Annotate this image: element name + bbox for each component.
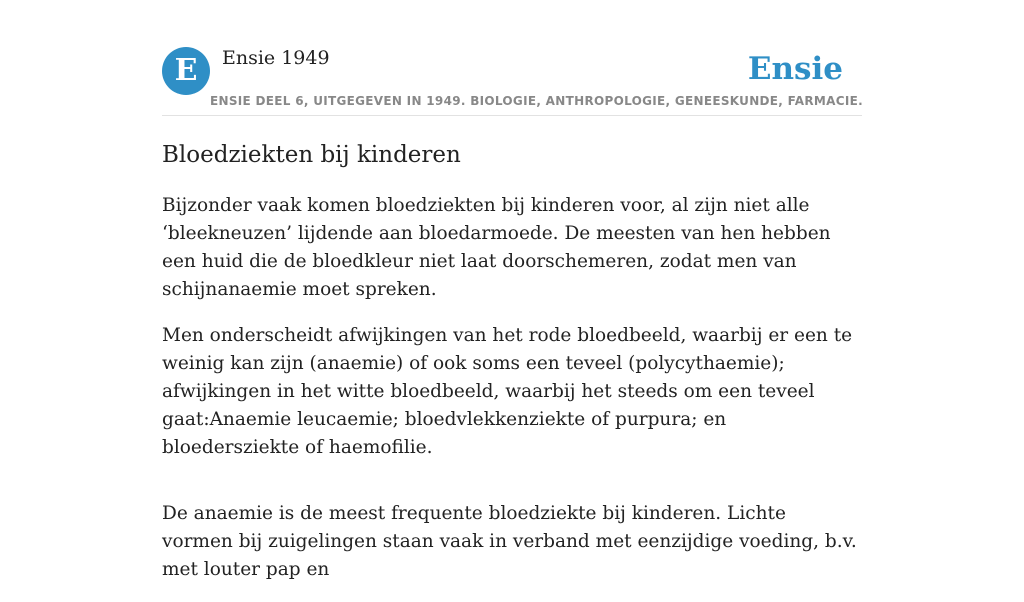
page <box>162 0 863 580</box>
article-paragraph: De anaemie is de meest frequente bloedziekte bij kinderen. Lichte vormen bij zuigelingen staan vaak in verband met eenzijdige voeding, b.v. met louter pap en <box>162 503 857 580</box>
ensie-logo-icon[interactable]: E <box>162 47 210 95</box>
book-description: ENSIE DEEL 6, UITGEGEVEN IN 1949. BIOLOGIE, ANTHROPOLOGIE, GENEESKUNDE, FARMACIE. <box>210 94 863 108</box>
article-title: Bloedziekten bij kinderen <box>162 142 461 168</box>
brand-logo-link[interactable]: Ensie <box>747 51 843 87</box>
article-body <box>162 192 862 602</box>
article-paragraph: Men onderscheidt afwijkingen van het rode bloedbeeld, waarbij er een te weinig kan zijn (anaemie) of ook soms een teveel (polycythaemie); afwijkingen in het witte bloedbeeld, waarbij het steeds om een teveel gaat:Anaemie leucaemie; bloedvlekkenziekte of purpura; en bloedersziekte of haemofilie. <box>162 325 853 458</box>
book-title-link[interactable]: Ensie 1949 <box>222 47 330 69</box>
article-paragraph: Bijzonder vaak komen bloedziekten bij kinderen voor, al zijn niet alle ‘bleekneuzen’ lijdende aan bloedarmoede. De meesten van hen hebben een huid die de bloedkleur niet laat doorschemeren, zodat men van schijnanaemie moet spreken. <box>162 195 831 300</box>
header <box>162 0 862 116</box>
